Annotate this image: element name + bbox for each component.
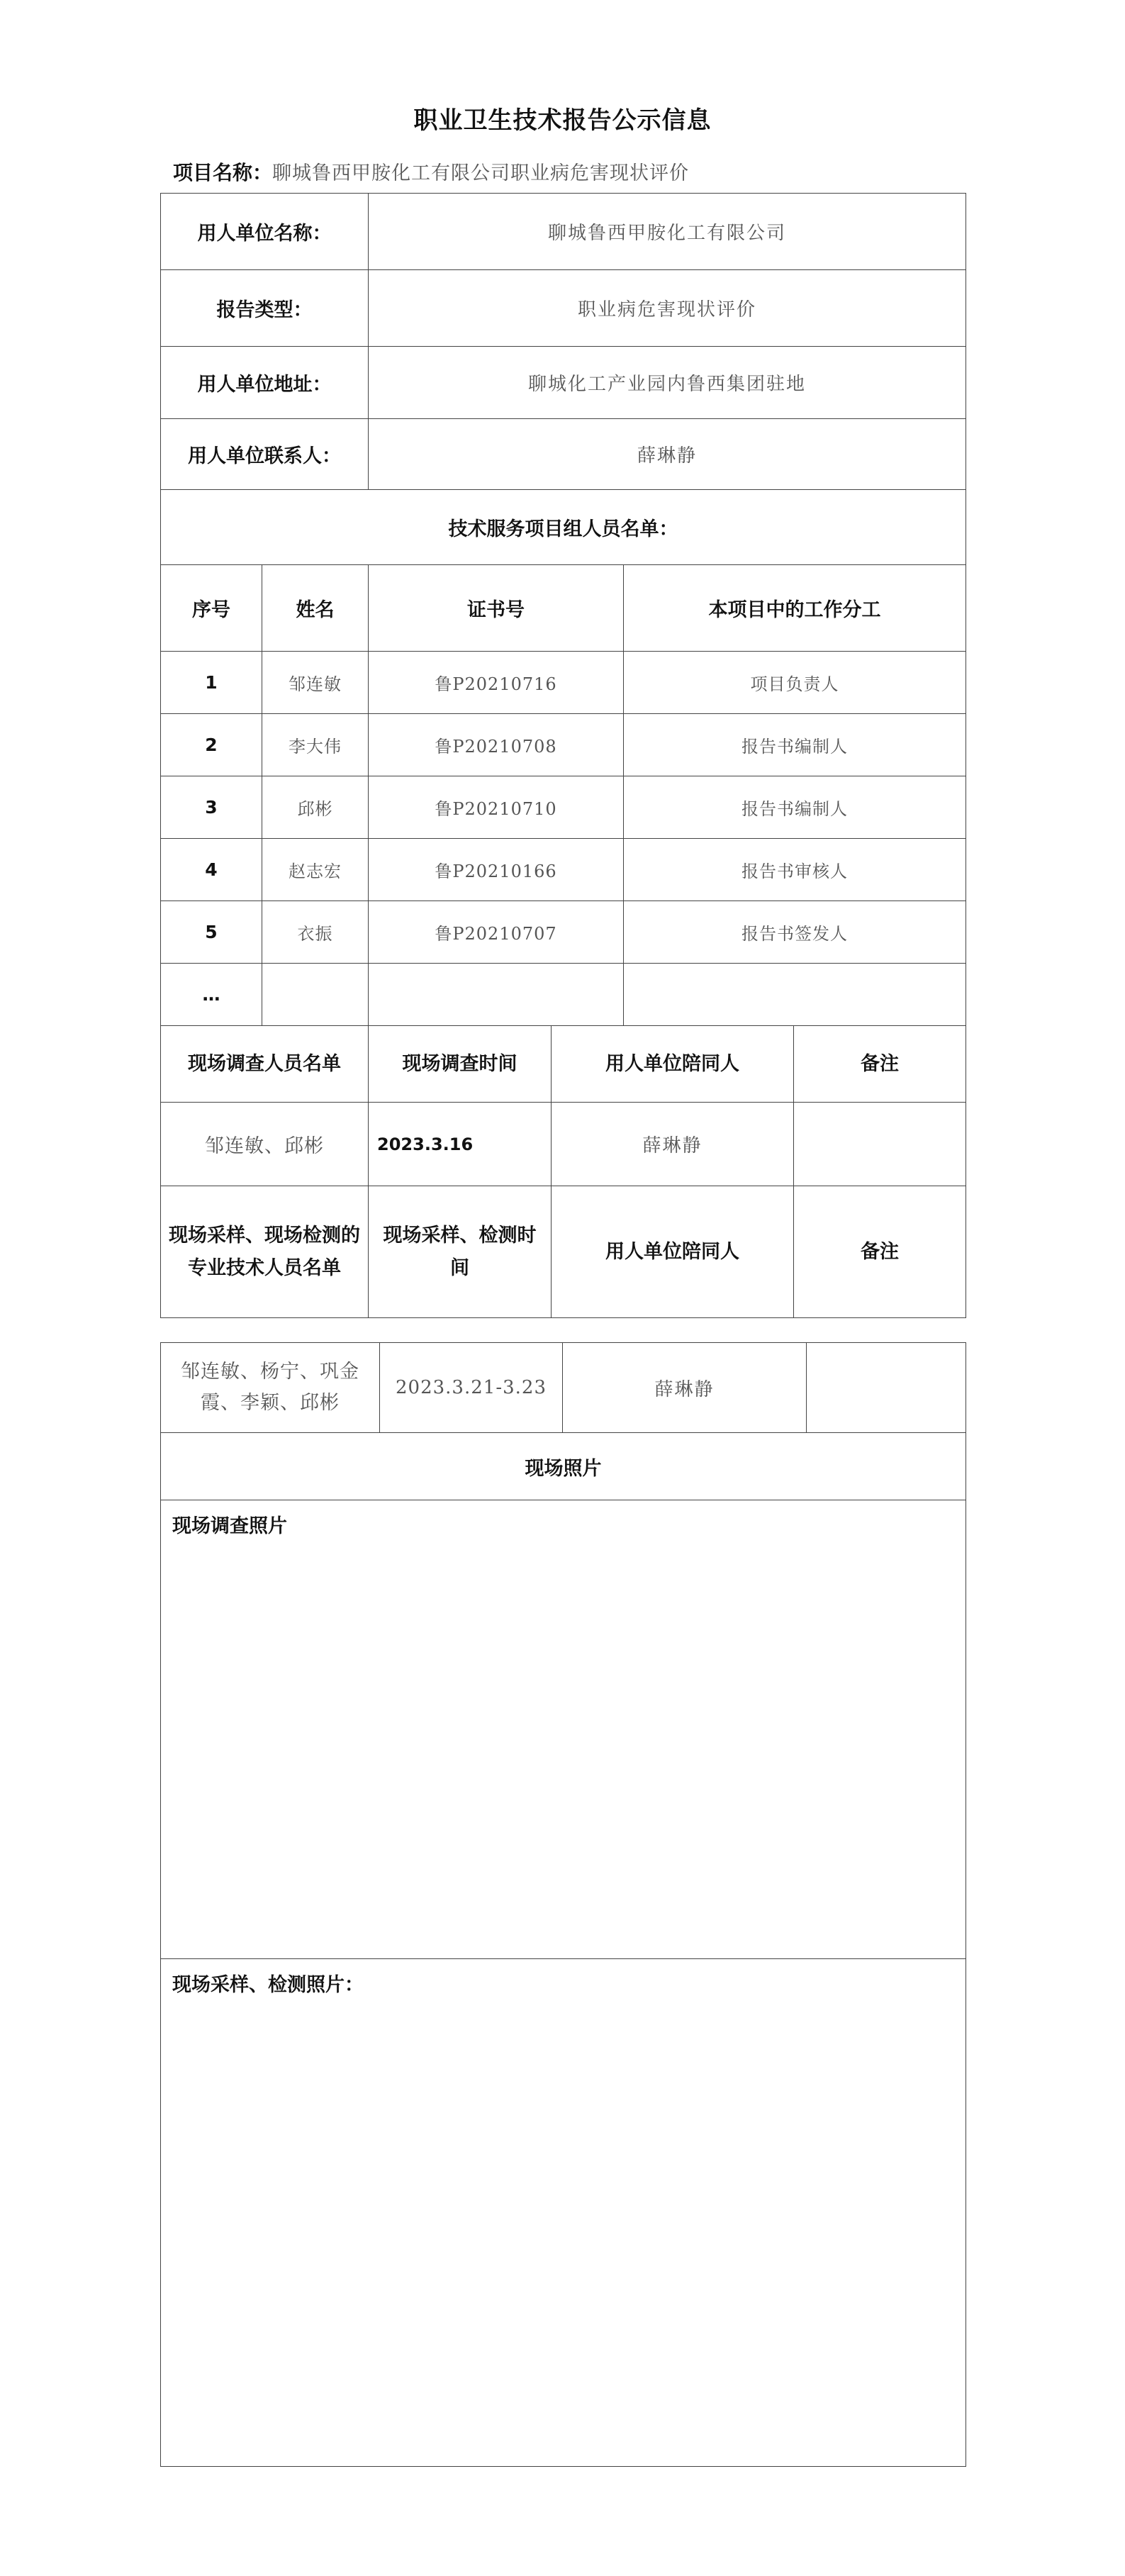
sampling-row — [161, 1343, 966, 1433]
contact-label: 用人单位联系人： — [161, 419, 369, 490]
row-role: 报告书签发人 — [624, 901, 966, 964]
table-row — [161, 901, 966, 964]
row-name: 邱彬 — [262, 776, 369, 839]
survey-row — [161, 1103, 966, 1186]
project-name — [173, 157, 689, 186]
report-type-value: 职业病危害现状评价 — [369, 270, 966, 347]
sampling-photos-table — [160, 1342, 966, 2467]
row-cert: 鲁P20210710 — [369, 776, 624, 839]
sampling-people: 邹连敏、杨宁、巩金霞、李颖、邱彬 — [161, 1343, 380, 1433]
row-no: … — [161, 964, 262, 1026]
row-no: 2 — [161, 714, 262, 776]
table-row — [161, 839, 966, 901]
survey-header-escort: 用人单位陪同人 — [552, 1026, 794, 1103]
table-row — [161, 652, 966, 714]
team-header-row — [161, 565, 966, 652]
row-name — [262, 964, 369, 1026]
sampling-photos-label: 现场采样、检测照片： — [172, 1974, 364, 1996]
survey-header-note: 备注 — [794, 1026, 966, 1103]
row-name: 邹连敏 — [262, 652, 369, 714]
address-label: 用人单位地址： — [161, 347, 369, 419]
info-row-address — [161, 347, 966, 419]
row-cert: 鲁P20210716 — [369, 652, 624, 714]
col-header-name: 姓名 — [262, 565, 369, 652]
row-cert — [369, 964, 624, 1026]
row-role — [624, 964, 966, 1026]
row-role: 报告书编制人 — [624, 714, 966, 776]
address-value: 聊城化工产业园内鲁西集团驻地 — [369, 347, 966, 419]
survey-photos-label: 现场调查照片 — [172, 1515, 287, 1537]
page-title: 职业卫生技术报告公示信息 — [413, 106, 712, 135]
sampling-header-note: 备注 — [794, 1186, 966, 1318]
report-type-label: 报告类型： — [161, 270, 369, 347]
unit-name-label: 用人单位名称： — [161, 194, 369, 270]
table-row — [161, 714, 966, 776]
project-value: 聊城鲁西甲胺化工有限公司职业病危害现状评价 — [272, 162, 690, 184]
row-cert: 鲁P20210708 — [369, 714, 624, 776]
row-name: 李大伟 — [262, 714, 369, 776]
row-name: 衣振 — [262, 901, 369, 964]
sampling-header-people: 现场采样、现场检测的专业技术人员名单 — [161, 1186, 369, 1318]
survey-people: 邹连敏、邱彬 — [161, 1103, 369, 1186]
survey-header-row — [161, 1026, 966, 1103]
survey-photos-area — [161, 1500, 966, 1959]
row-no: 4 — [161, 839, 262, 901]
unit-name-value: 聊城鲁西甲胺化工有限公司 — [369, 194, 966, 270]
sampling-photos-area — [161, 1959, 966, 2467]
col-header-cert: 证书号 — [369, 565, 624, 652]
table-row — [161, 964, 966, 1026]
info-row-type — [161, 270, 966, 347]
row-role: 报告书编制人 — [624, 776, 966, 839]
survey-header-people: 现场调查人员名单 — [161, 1026, 369, 1103]
row-role: 报告书审核人 — [624, 839, 966, 901]
col-header-role: 本项目中的工作分工 — [624, 565, 966, 652]
row-no: 3 — [161, 776, 262, 839]
row-cert: 鲁P20210707 — [369, 901, 624, 964]
info-row-unit — [161, 194, 966, 270]
survey-note — [794, 1103, 966, 1186]
row-no: 1 — [161, 652, 262, 714]
sampling-header-row — [161, 1186, 966, 1318]
row-cert: 鲁P20210166 — [369, 839, 624, 901]
survey-time: 2023.3.16 — [369, 1103, 552, 1186]
row-role: 项目负责人 — [624, 652, 966, 714]
project-label: 项目名称： — [173, 161, 273, 184]
table-row — [161, 776, 966, 839]
info-table — [160, 193, 966, 1318]
info-row-contact — [161, 419, 966, 490]
sampling-header-time: 现场采样、检测时间 — [369, 1186, 552, 1318]
col-header-no: 序号 — [161, 565, 262, 652]
survey-escort: 薛琳静 — [552, 1103, 794, 1186]
team-title: 技术服务项目组人员名单： — [161, 490, 966, 565]
sampling-time: 2023.3.21-3.23 — [380, 1343, 563, 1433]
row-no: 5 — [161, 901, 262, 964]
sampling-header-escort: 用人单位陪同人 — [552, 1186, 794, 1318]
sampling-escort: 薛琳静 — [563, 1343, 807, 1433]
photos-title: 现场照片 — [161, 1433, 966, 1500]
sampling-note — [807, 1343, 966, 1433]
contact-value: 薛琳静 — [369, 419, 966, 490]
survey-header-time: 现场调查时间 — [369, 1026, 552, 1103]
row-name: 赵志宏 — [262, 839, 369, 901]
